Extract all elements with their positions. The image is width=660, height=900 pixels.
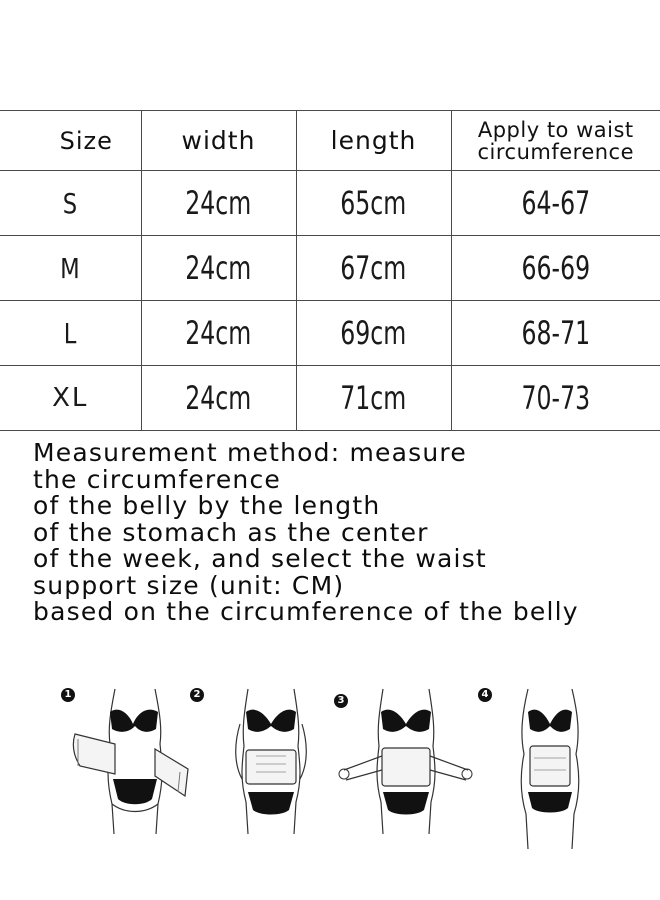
table-row [0,301,660,366]
waist-cell: 66-69 [451,236,660,301]
waist-cell: 70-73 [451,366,660,431]
size-cell: L [0,301,141,366]
step-4-badge: 4 [478,688,492,702]
method-line: Measurement method: measure [33,438,467,467]
waist-cell: 68-71 [451,301,660,366]
size-cell: S [0,171,141,236]
method-line: the circumference [33,464,282,494]
width-cell: 24cm [141,171,296,236]
step-1-badge: 1 [61,688,75,702]
header-apply-line2: circumference [477,139,635,164]
header-length: length [296,111,451,171]
wrap-belt-step-2-icon [226,684,316,854]
table-row [0,366,660,431]
header-size: Size [0,111,141,171]
measurement-method-text [33,440,653,626]
method-line: of the stomach as the center [33,517,429,547]
length-cell: 71cm [296,366,451,431]
pull-straps-step-3-icon [336,684,476,854]
length-cell: 69cm [296,301,451,366]
method-line: support size (unit: CM) [33,570,345,600]
step-2-badge: 2 [190,688,204,702]
wearing-steps-illustration [0,680,660,860]
width-cell: 24cm [141,366,296,431]
method-line: based on the circumference of the belly [33,597,579,626]
header-apply-line1: Apply to waist [477,117,634,142]
table-header-row [0,111,660,171]
table-row [0,171,660,236]
table-row [0,236,660,301]
length-cell: 65cm [296,171,451,236]
size-chart-table [0,110,660,431]
size-cell: M [0,236,141,301]
wrap-belt-step-1-icon [70,684,200,854]
header-apply-waist [451,111,660,171]
width-cell: 24cm [141,236,296,301]
method-line: of the week, and select the waist [33,544,487,573]
width-cell: 24cm [141,301,296,366]
step-3-badge: 3 [334,694,348,708]
waist-cell: 64-67 [451,171,660,236]
size-cell: XL [0,366,141,431]
length-cell: 67cm [296,236,451,301]
fastened-belt-step-4-icon [510,684,590,854]
header-width: width [141,111,296,171]
method-line: of the belly by the length [33,491,381,520]
